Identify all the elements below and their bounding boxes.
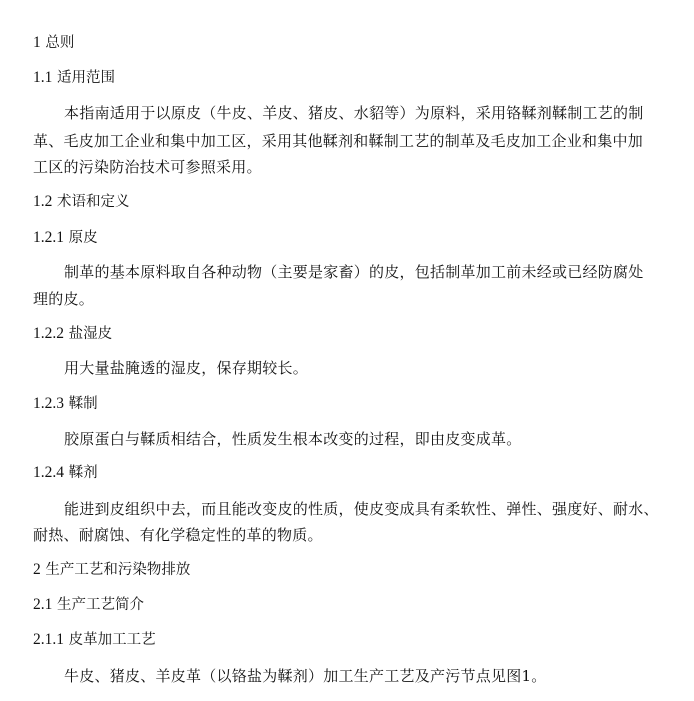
section-number: 2 <box>33 561 41 578</box>
section-number: 1.2 <box>33 193 53 210</box>
section-title: 鞣制 <box>68 396 98 412</box>
heading-section-1 <box>33 33 74 53</box>
section-title: 盐湿皮 <box>68 326 113 342</box>
heading-section-1-1 <box>33 68 115 88</box>
section-title: 生产工艺和污染物排放 <box>45 562 191 578</box>
section-number: 2.1.1 <box>33 631 64 648</box>
heading-section-2 <box>33 560 190 580</box>
paragraph-line: 能进到皮组织中去，而且能改变皮的性质，使皮变成具有柔软性、弹性、强度好、耐水、 <box>64 500 659 518</box>
section-title: 皮革加工工艺 <box>68 632 156 648</box>
paragraph-line: 胶原蛋白与鞣质相结合，性质发生根本改变的过程，即由皮变成革。 <box>64 430 522 448</box>
heading-section-2-1 <box>33 595 144 615</box>
paragraph-line: 耐热、耐腐蚀、有化学稳定性的革的物质。 <box>33 526 323 544</box>
heading-section-1-2-3 <box>33 394 98 414</box>
heading-section-1-2-1 <box>33 228 98 248</box>
paragraph-line: 用大量盐腌透的湿皮，保存期较长。 <box>64 359 309 377</box>
paragraph-line: 制革的基本原料取自各种动物（主要是家畜）的皮，包括制革加工前未经或已经防腐处 <box>64 263 644 281</box>
section-number: 1 <box>33 34 41 51</box>
section-number: 1.2.2 <box>33 325 64 342</box>
paragraph-line: 理的皮。 <box>33 290 95 308</box>
paragraph-line: 工区的污染防治技术可参照采用。 <box>33 158 262 176</box>
heading-section-1-2-2 <box>33 324 112 344</box>
section-title: 生产工艺简介 <box>56 597 144 613</box>
heading-section-1-2 <box>33 192 129 212</box>
section-title: 术语和定义 <box>56 194 130 210</box>
section-number: 1.2.4 <box>33 464 64 481</box>
heading-section-2-1-1 <box>33 630 156 650</box>
section-number: 1.1 <box>33 69 53 86</box>
paragraph-line: 革、毛皮加工企业和集中加工区，采用其他鞣剂和鞣制工艺的制革及毛皮加工企业和集中加 <box>33 132 644 150</box>
paragraph-line: 本指南适用于以原皮（牛皮、羊皮、猪皮、水貂等）为原料，采用铬鞣剂鞣制工艺的制 <box>64 104 644 122</box>
section-title: 原皮 <box>68 230 98 246</box>
section-title: 鞣剂 <box>68 465 98 481</box>
section-title: 适用范围 <box>56 70 115 86</box>
paragraph-line: 牛皮、猪皮、羊皮革（以铬盐为鞣剂）加工生产工艺及产污节点见图1。 <box>64 667 547 685</box>
section-number: 1.2.1 <box>33 229 64 246</box>
section-title: 总则 <box>45 35 75 51</box>
heading-section-1-2-4 <box>33 463 98 483</box>
section-number: 1.2.3 <box>33 395 64 412</box>
section-number: 2.1 <box>33 596 53 613</box>
